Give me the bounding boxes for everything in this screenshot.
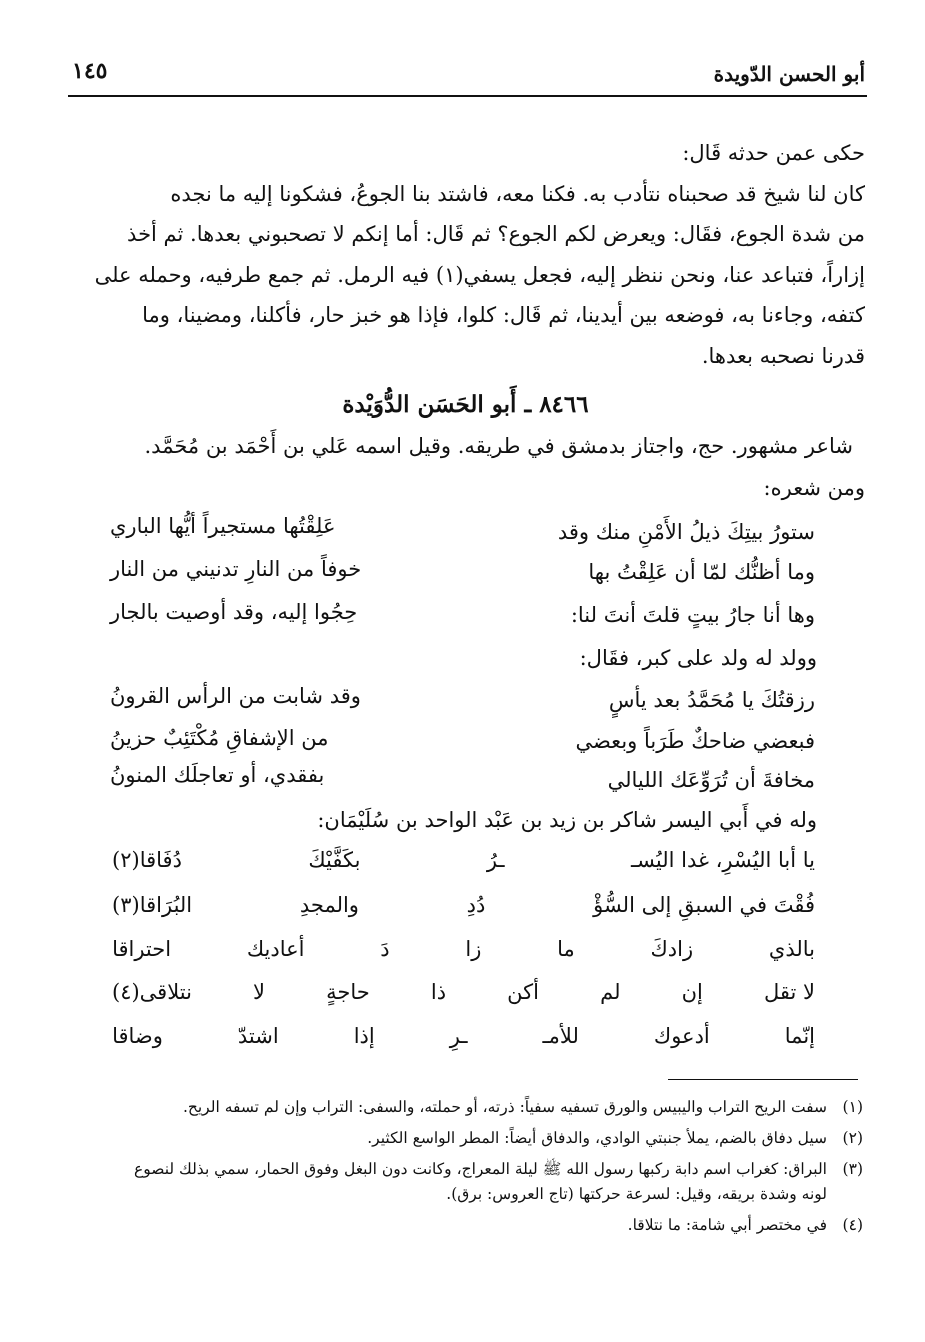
verse-left: حِجُوا إليه، وقد أوصيت بالجار [110,600,358,624]
footnote-number: (٢) [842,1129,863,1147]
verse-segment: لا تقل [763,980,815,1004]
verse-segment: بكَفَّيْكَ [308,848,361,872]
verse-segment: ـرُ [486,848,505,872]
verse-segment: إذا [353,1024,375,1048]
verse-right: فبعضي ضاحكٌ طَرَباً وبعضي [575,729,815,753]
poem2-intro: وولد له ولد على كبر، فقَال: [579,646,817,670]
verse-segment: أعاديك [246,937,305,961]
verse-line-spread [112,980,815,1016]
story-line: كان لنا شيخ قد صحبناه نتأدب به. فكنا معه، فاشتد بنا الجوعُ، فشكونا إليه ما نجده [170,181,865,206]
story-line: حكى عمن حدثه قَال: [682,141,865,165]
running-header-title: أبو الحسن الدّويدة [713,62,865,86]
footnote-number: (١) [842,1098,863,1116]
story-paragraph [66,133,865,376]
verse-segment: أدعوك [653,1024,710,1048]
story-line: قدرنا نصحبه بعدها. [701,343,865,368]
poem3-intro: وله في أَبي اليسر شاكر بن زيد بن عَبْد الواحد بن سُلَيْمَان: [317,808,817,832]
verse-segment: ـرِ [449,1024,468,1048]
verse-segment: وضاقا [112,1024,163,1048]
verse-segment: إنّما [784,1024,815,1048]
verse-segment: زا [465,937,482,961]
header-rule [68,95,867,97]
footnote [68,1157,863,1207]
verse-segment: للأمـ [542,1024,579,1048]
verse-segment: البُرَاقا(٣) [112,893,193,917]
footnote [68,1213,863,1238]
verse-segment: حاجةٍ [326,980,370,1004]
verse-segment: بالذي [768,937,815,961]
footnote-text: في مختصر أبي شامة: ما نتلاقا. [627,1216,827,1234]
verse-left: بفقدي، أو تعاجلَك المنونُ [110,763,325,787]
verse-segment: دُدِ [466,893,486,917]
verse-segment: ذا [430,980,447,1004]
verse-line-spread [112,937,815,973]
verse-line-spread [112,893,815,929]
verse-segment: زادكَ [650,937,694,961]
verse-segment: احتراقا [112,937,172,961]
verse-segment: فُقْتَ في السبقِ إلى السُّؤْ [593,893,815,917]
footnote-text: البراق: كغراب اسم دابة ركبها رسول الله ﷺ ليلة المعراج، وكانت دون البغل وفوق الحمار، سمي بذلك لنصوع [134,1160,827,1178]
story-line: كتفه، وجاءنا به، فوضعه بين أيدينا، ثم قَال: كلوا، فإذا هو خبز حار، فأكلنا، ومضينا، وما [142,303,865,327]
story-line: من شدة الجوع، فقَال: ويعرض لكم الجوع؟ ثم قَال: أما إنكم لا تصحبوني بعدها. ثم أخذ [127,222,865,246]
verse-right: رزقتُكَ يا مُحَمَّدُ بعد يأسٍ [608,688,815,712]
footnote-continuation: لونه وشدة بريقه، وقيل: لسرعة حركتها (تاج العروس: برق). [446,1185,827,1203]
footnote-rule [668,1079,858,1080]
footnote-number: (٤) [842,1216,863,1234]
verse-segment: دُفَاقا(٢) [112,848,182,872]
verse-segment: ما [557,937,575,961]
verse-left: وقد شابت من الرأس القرونُ [110,684,361,708]
entry-intro: شاعر مشهور. حج، واجتاز بدمشق في طريقه. وقيل اسمه عَلي بن أَحْمَد بن مُحَمَّد. [144,434,853,458]
verse-segment: دَ [380,937,390,961]
footnote [68,1095,863,1120]
footnotes [68,1095,863,1238]
verse-left: عَلِقْتُها مستجيراً أيُّها الباري [110,514,336,538]
verse-segment: والمجدِ [299,893,359,917]
verse-segment: إن [681,980,703,1004]
verse-left: من الإشفاقِ مُكْتَئِبٌ حزينُ [110,726,329,750]
verse-right: وما أظنُّك لمّا أن عَلِقْتُ بها [588,560,815,584]
verse-segment: اشتدّ [237,1024,279,1048]
verse-segment: يا أبا اليُسْرِ، غدا اليُسـ [631,848,815,872]
verse-line-spread [112,1024,815,1060]
verse-right: وها أنا جارُ بيتٍ قلتَ أنتَ لنا: [570,603,815,627]
footnote-number: (٣) [842,1160,863,1178]
poetry-intro: ومن شعره: [763,476,865,500]
footnote-text: سفت الريح التراب واليبيس والورق تسفيه سفياً: ذرته، أو حملته، والسفى: التراب وإن لم تسفه الريح. [182,1098,827,1116]
footnote [68,1126,863,1151]
footnote-text: سيل دفاق بالضم، يملأ جنبتي الوادي، والدفاق أيضاً: المطر الواسع الكثير. [367,1129,827,1147]
entry-title: ٨٤٦٦ ـ أَبو الحَسَن الدُّوَيْدة [342,391,589,418]
verse-left: خوفاً من النارِ تدنيني من النار [110,557,362,581]
story-line: إزاراً، فتباعد عنا، ونحن ننظر إليه، فجعل يسفي(١) فيه الرمل. ثم جمع طرفيه، وحمله على [94,262,865,287]
verse-segment: أكن [507,980,539,1004]
verse-segment: لا [253,980,266,1004]
verse-line-spread [112,848,815,884]
verse-segment: لم [600,980,621,1004]
verse-right: مخافةَ أن تُرَوِّعَك الليالي [607,768,815,792]
page-number: ١٤٥ [72,58,108,84]
verse-right: ستورُ بيتِكَ ذيلُ الأَمْنِ منك وقد [557,520,815,544]
verse-segment: نتلاقى(٤) [112,980,192,1004]
